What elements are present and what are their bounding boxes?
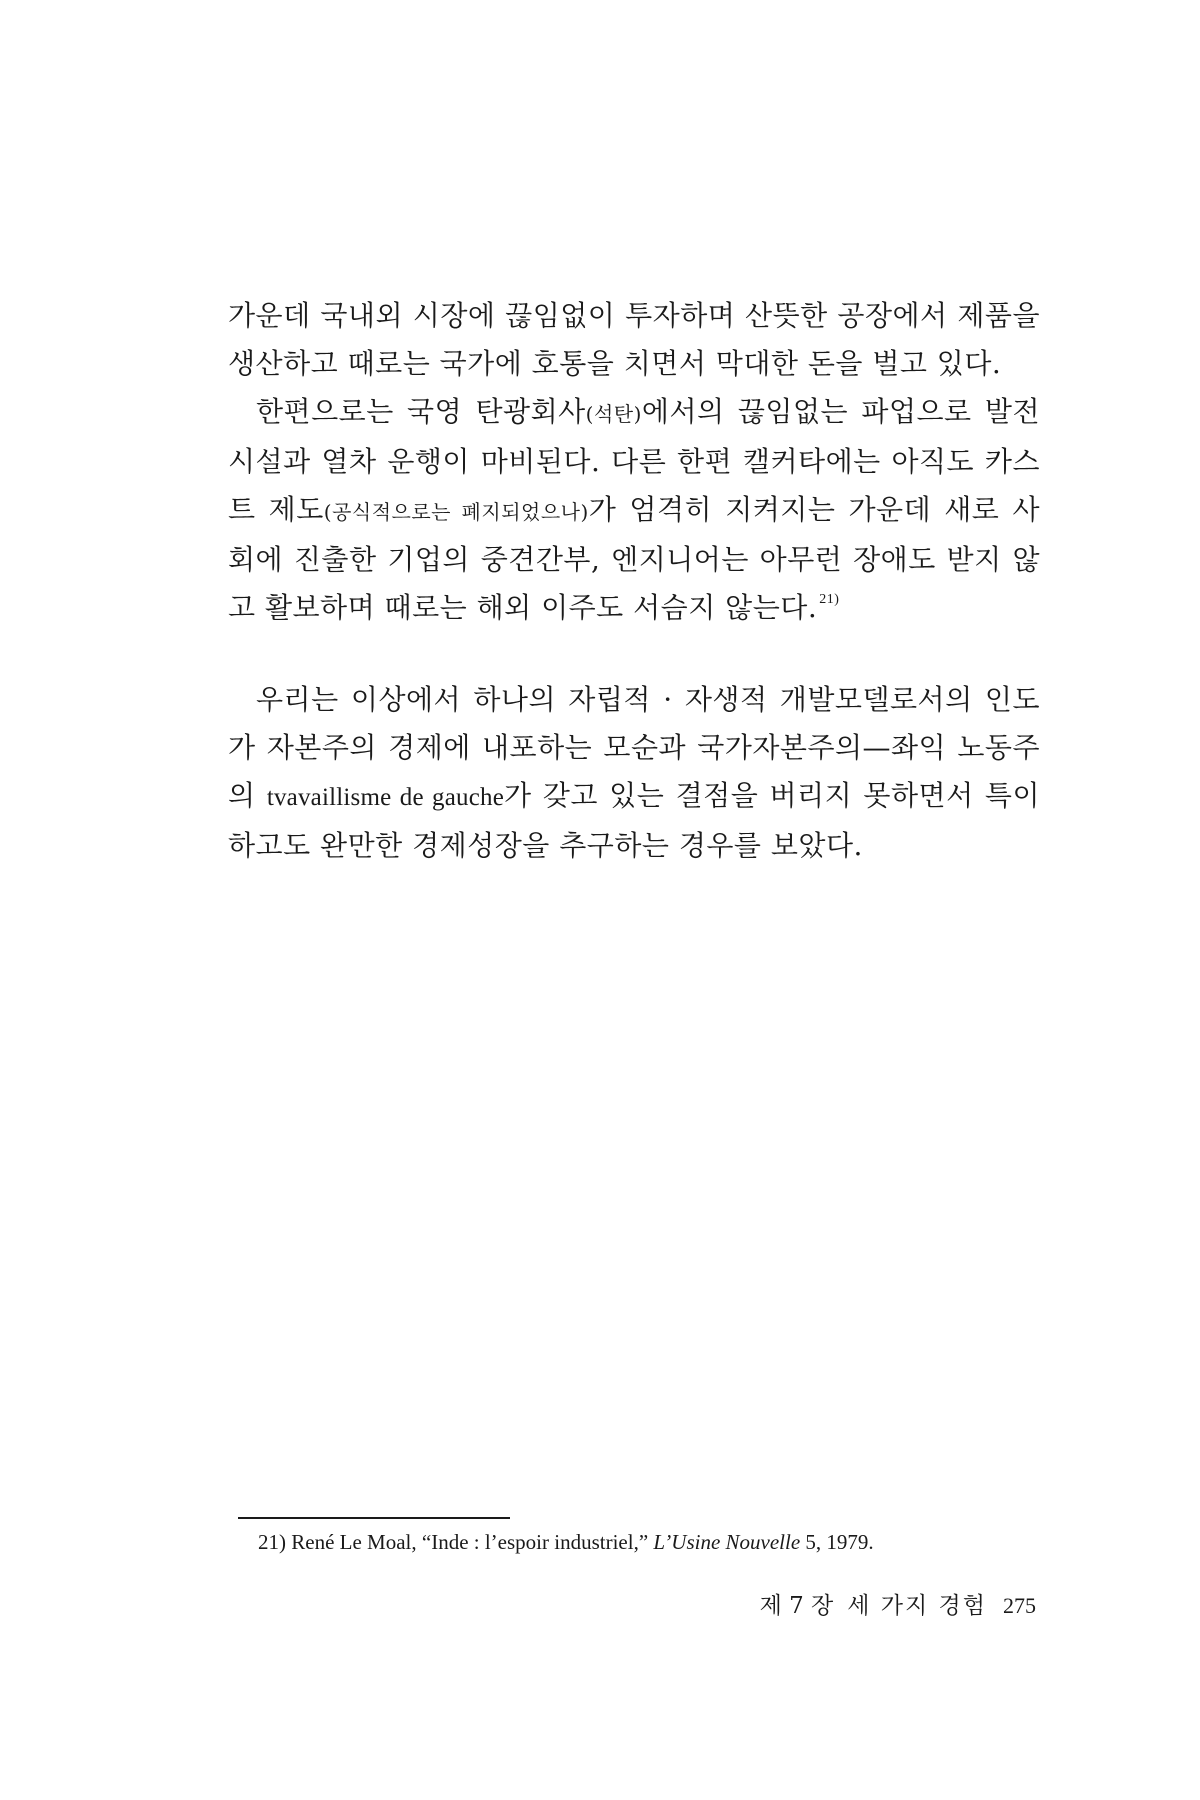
footnote-journal: L’Usine Nouvelle [653, 1530, 801, 1554]
footnote-citation-end: 5, 1979. [800, 1530, 874, 1554]
footer-chapter-title: 세 가지 경험 [847, 1593, 987, 1619]
paragraph-3 [228, 676, 1040, 870]
paragraph-1 [228, 292, 1040, 388]
footnote-reference-21: 21) [819, 592, 840, 607]
paragraph-3-french-term: tvavaillisme de gauche [266, 784, 505, 811]
paragraph-3-text-a: 우리는 이상에서 하나의 자립적 · 자생적 개발모델로서의 인도가 자본주의 경제에 내포하는 모순과 국가자본주의—좌익 노동주의 [228, 683, 1040, 812]
footer-chapter: 제 7 장 [759, 1593, 834, 1619]
paragraph-2-paren-coal: (석탄) [585, 402, 642, 426]
paragraph-3-text-c: 가 갖고 있는 결점을 버리지 못하면서 특이하고도 완만한 경제성장을 추구하는 경우를 보았다. [228, 779, 1040, 862]
paragraph-2-text-a: 한편으로는 국영 탄광회사 [256, 395, 586, 428]
paragraph-2-text-e: 가 엄격히 지켜지는 가운데 새로 사회에 진출한 기업의 중견간부, 엔지니어는 아무런 장애도 받지 않고 활보하며 때로는 해외 이주도 서슴지 않는다. [228, 493, 1040, 624]
page-number: 275 [1003, 1593, 1036, 1618]
footnote-divider [238, 1517, 510, 1519]
footnote-citation: René Le Moal, “Inde : l’espoir industriel,” [286, 1530, 654, 1554]
paragraph-2 [228, 388, 1040, 632]
body-text [228, 292, 1040, 870]
paragraph-2-text-c: 에서의 끊임없는 파업으로 발전시설과 열차 운행이 마비된다. 다른 한편 캘커타에는 아직도 카스트 제도 [228, 395, 1040, 526]
paragraph-2-paren-abolished: (공식적으로는 폐지되었으나) [323, 500, 589, 524]
footnote-number: 21) [258, 1530, 286, 1554]
footnote-21 [258, 1527, 1058, 1557]
running-footer [760, 1590, 1036, 1622]
paragraph-1-text: 가운데 국내외 시장에 끊임없이 투자하며 산뜻한 공장에서 제품을 생산하고 때로는 국가에 호통을 치면서 막대한 돈을 벌고 있다. [228, 299, 1040, 380]
